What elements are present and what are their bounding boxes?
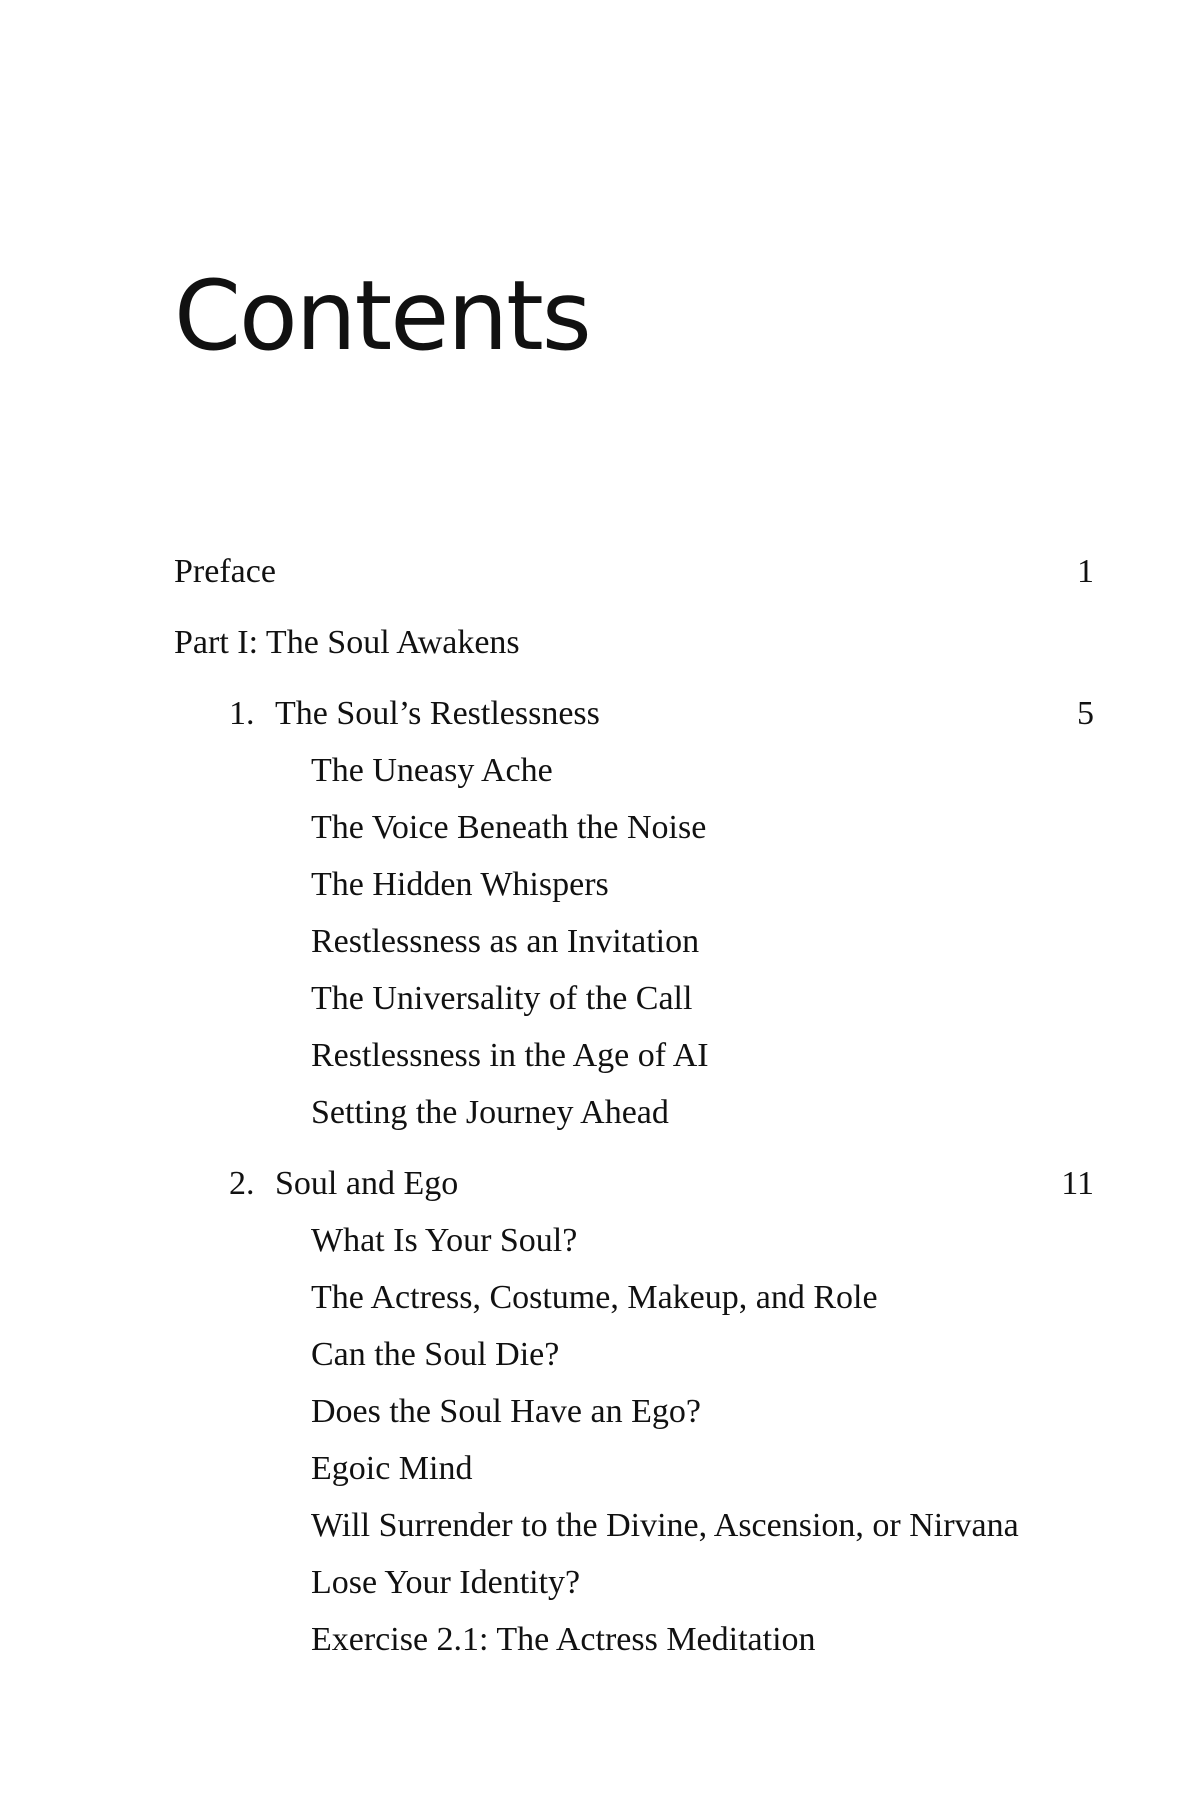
toc-section <box>174 1281 1094 1338</box>
page-title: Contents <box>174 260 590 372</box>
toc-section <box>174 1623 1094 1680</box>
toc-section <box>174 1452 1094 1509</box>
toc-entry-label: Preface <box>174 553 276 590</box>
section-label: The Uneasy Ache <box>311 752 553 789</box>
toc-entry-label: Soul and Ego <box>275 1165 459 1202</box>
section-label: The Actress, Costume, Makeup, and Role <box>311 1279 878 1316</box>
toc-section <box>174 1096 1094 1167</box>
section-label: The Hidden Whispers <box>311 866 609 903</box>
toc-page-number: 1 <box>1077 553 1094 590</box>
table-of-contents <box>174 555 1094 1680</box>
section-label: What Is Your Soul? <box>311 1222 578 1259</box>
section-label: Does the Soul Have an Ego? <box>311 1393 701 1430</box>
toc-chapter-1 <box>174 697 1094 754</box>
toc-page-number: 5 <box>1077 695 1094 732</box>
toc-section <box>174 1566 1094 1623</box>
toc-section <box>174 1338 1094 1395</box>
section-label: Can the Soul Die? <box>311 1336 560 1373</box>
toc-section <box>174 811 1094 868</box>
section-label: The Voice Beneath the Noise <box>311 809 707 846</box>
toc-section <box>174 1509 1094 1566</box>
toc-section <box>174 1395 1094 1452</box>
toc-section <box>174 1224 1094 1281</box>
section-label: Egoic Mind <box>311 1450 473 1487</box>
chapter-number: 1. <box>229 695 255 732</box>
section-label: Restlessness in the Age of AI <box>311 1037 709 1074</box>
section-label: The Universality of the Call <box>311 980 693 1017</box>
section-label: Will Surrender to the Divine, Ascension, or Nirvana <box>311 1507 1019 1544</box>
toc-entry-label: The Soul’s Restlessness <box>275 695 600 732</box>
section-label: Setting the Journey Ahead <box>311 1094 669 1131</box>
toc-section <box>174 868 1094 925</box>
toc-entry-label: Part I: The Soul Awakens <box>174 624 520 661</box>
chapter-number: 2. <box>229 1165 255 1202</box>
section-label: Restlessness as an Invitation <box>311 923 700 960</box>
section-label: Lose Your Identity? <box>311 1564 581 1601</box>
toc-section <box>174 925 1094 982</box>
toc-entry-preface <box>174 555 1094 626</box>
toc-section <box>174 982 1094 1039</box>
section-label: Exercise 2.1: The Actress Meditation <box>311 1621 816 1658</box>
toc-section <box>174 1039 1094 1096</box>
toc-section <box>174 754 1094 811</box>
toc-chapter-2 <box>174 1167 1094 1224</box>
toc-page-number: 11 <box>1061 1165 1094 1202</box>
toc-part-heading <box>174 626 1094 697</box>
